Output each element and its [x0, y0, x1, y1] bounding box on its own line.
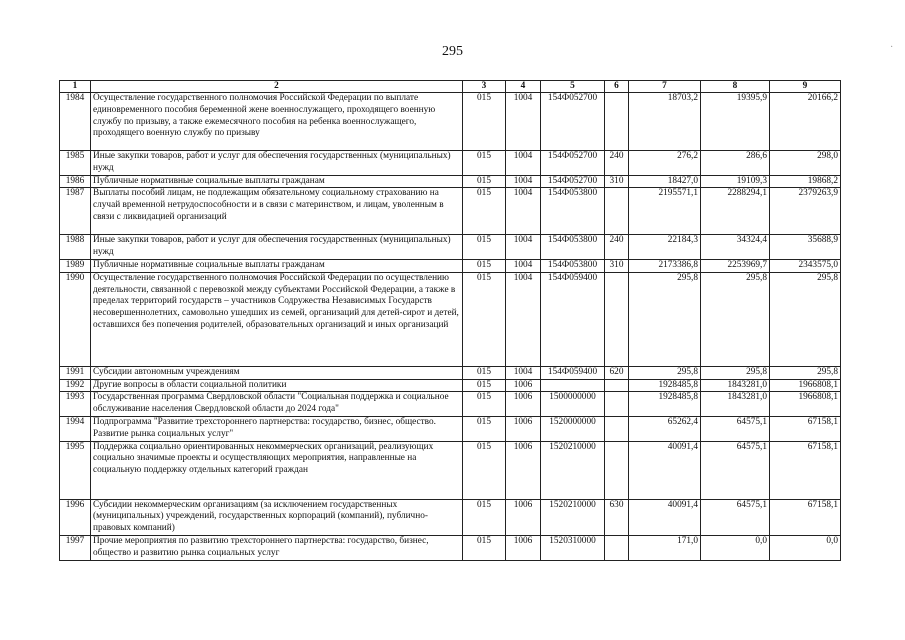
- target-article-code: [541, 379, 605, 392]
- amount-year-3: 67158,1: [770, 441, 841, 499]
- amount-year-1: 2195571,1: [629, 188, 701, 235]
- amount-year-1: 295,8: [629, 366, 701, 379]
- admin-code: 015: [463, 416, 506, 441]
- table-row: [60, 499, 841, 535]
- target-article-code: 154Ф053800: [541, 259, 605, 272]
- amount-year-2: 1843281,0: [701, 379, 770, 392]
- row-number: 1994: [60, 416, 91, 441]
- amount-year-3: 1966808,1: [770, 392, 841, 417]
- amount-year-2: 0,0: [701, 535, 770, 560]
- amount-year-2: 295,8: [701, 272, 770, 366]
- expense-type-code: [605, 272, 629, 366]
- row-number: 1986: [60, 175, 91, 188]
- row-number: 1985: [60, 151, 91, 176]
- row-description: Прочие мероприятия по развитию трехстороннего партнерства: государство, бизнес, общество и развитию рынка социальных услуг: [91, 535, 463, 560]
- target-article-code: 154Ф053800: [541, 235, 605, 260]
- row-description: Осуществление государственного полномочия Российской Федерации по выплате единовременного пособия беременной жене военнослужащего, проходящего военную службу по призыву, а также ежемесячного пособия на ребенка военнослужащего, проходящего военную службу по призыву: [91, 93, 463, 151]
- amount-year-2: 286,6: [701, 151, 770, 176]
- table-row: [60, 259, 841, 272]
- section-code: 1006: [506, 535, 541, 560]
- amount-year-3: 67158,1: [770, 416, 841, 441]
- column-header: 2: [91, 81, 463, 93]
- row-number: 1992: [60, 379, 91, 392]
- row-number: 1987: [60, 188, 91, 235]
- amount-year-1: 2173386,8: [629, 259, 701, 272]
- row-description: Публичные нормативные социальные выплаты гражданам: [91, 259, 463, 272]
- section-code: 1006: [506, 416, 541, 441]
- amount-year-2: 2288294,1: [701, 188, 770, 235]
- admin-code: 015: [463, 175, 506, 188]
- section-code: 1004: [506, 235, 541, 260]
- amount-year-2: 64575,1: [701, 499, 770, 535]
- amount-year-1: 1928485,8: [629, 392, 701, 417]
- admin-code: 015: [463, 259, 506, 272]
- amount-year-3: 0,0: [770, 535, 841, 560]
- amount-year-1: 18427,0: [629, 175, 701, 188]
- row-number: 1988: [60, 235, 91, 260]
- section-code: 1004: [506, 188, 541, 235]
- expense-type-code: 310: [605, 175, 629, 188]
- row-description: Субсидии некоммерческим организациям (за исключением государственных (муниципальных) учреждений, государственных корпораций (компаний), публично-правовых компаний): [91, 499, 463, 535]
- target-article-code: 1520210000: [541, 499, 605, 535]
- target-article-code: 1520310000: [541, 535, 605, 560]
- section-code: 1004: [506, 151, 541, 176]
- table-body: [60, 93, 841, 561]
- amount-year-3: 19868,2: [770, 175, 841, 188]
- admin-code: 015: [463, 151, 506, 176]
- amount-year-2: 295,8: [701, 366, 770, 379]
- target-article-code: 1500000000: [541, 392, 605, 417]
- table-row: [60, 366, 841, 379]
- expense-type-code: [605, 93, 629, 151]
- expense-type-code: 620: [605, 366, 629, 379]
- target-article-code: 154Ф059400: [541, 366, 605, 379]
- amount-year-1: 40091,4: [629, 441, 701, 499]
- section-code: 1006: [506, 499, 541, 535]
- budget-table: [59, 80, 841, 561]
- expense-type-code: 310: [605, 259, 629, 272]
- table-row: [60, 392, 841, 417]
- row-description: Подпрограмма "Развитие трехстороннего партнерства: государство, бизнес, общество. Развитие рынка социальных услуг": [91, 416, 463, 441]
- admin-code: 015: [463, 235, 506, 260]
- amount-year-2: 64575,1: [701, 441, 770, 499]
- section-code: 1006: [506, 379, 541, 392]
- admin-code: 015: [463, 441, 506, 499]
- table-row: [60, 151, 841, 176]
- amount-year-3: 298,0: [770, 151, 841, 176]
- row-description: Поддержка социально ориентированных некоммерческих организаций, реализующих социально значимые проекты и осуществляющих мероприятия, направленные на социальную поддержку отдельных категорий граждан: [91, 441, 463, 499]
- table-row: [60, 188, 841, 235]
- table-row: [60, 416, 841, 441]
- table-row: [60, 235, 841, 260]
- section-code: 1004: [506, 175, 541, 188]
- expense-type-code: [605, 441, 629, 499]
- header-row: [60, 81, 841, 93]
- target-article-code: 154Ф052700: [541, 151, 605, 176]
- column-header: 9: [770, 81, 841, 93]
- amount-year-1: 171,0: [629, 535, 701, 560]
- table-row: [60, 272, 841, 366]
- row-description: Выплаты пособий лицам, не подлежащим обязательному социальному страхованию на случай временной нетрудоспособности и в связи с материнством, и лицам, уволенным в связи с ликвидацией организаций: [91, 188, 463, 235]
- column-header: 8: [701, 81, 770, 93]
- column-header: 3: [463, 81, 506, 93]
- expense-type-code: [605, 535, 629, 560]
- expense-type-code: 240: [605, 235, 629, 260]
- row-description: Иные закупки товаров, работ и услуг для обеспечения государственных (муниципальных) нужд: [91, 235, 463, 260]
- amount-year-1: 65262,4: [629, 416, 701, 441]
- target-article-code: 1520210000: [541, 441, 605, 499]
- table-row: [60, 93, 841, 151]
- amount-year-1: 295,8: [629, 272, 701, 366]
- section-code: 1004: [506, 93, 541, 151]
- amount-year-3: 2343575,0: [770, 259, 841, 272]
- amount-year-2: 19395,9: [701, 93, 770, 151]
- row-description: Субсидии автономным учреждениям: [91, 366, 463, 379]
- target-article-code: 154Ф052700: [541, 175, 605, 188]
- admin-code: 015: [463, 366, 506, 379]
- row-description: Иные закупки товаров, работ и услуг для обеспечения государственных (муниципальных) нужд: [91, 151, 463, 176]
- admin-code: 015: [463, 535, 506, 560]
- amount-year-3: 295,8: [770, 272, 841, 366]
- amount-year-2: 19109,3: [701, 175, 770, 188]
- amount-year-1: 1928485,8: [629, 379, 701, 392]
- expense-type-code: 630: [605, 499, 629, 535]
- row-description: Государственная программа Свердловской области "Социальная поддержка и социальное обслуживание населения Свердловской области до 2024 года": [91, 392, 463, 417]
- amount-year-1: 40091,4: [629, 499, 701, 535]
- table-row: [60, 379, 841, 392]
- column-header: 1: [60, 81, 91, 93]
- admin-code: 015: [463, 93, 506, 151]
- row-description: Публичные нормативные социальные выплаты гражданам: [91, 175, 463, 188]
- expense-type-code: [605, 188, 629, 235]
- row-number: 1989: [60, 259, 91, 272]
- row-number: 1991: [60, 366, 91, 379]
- target-article-code: 154Ф053800: [541, 188, 605, 235]
- target-article-code: 154Ф059400: [541, 272, 605, 366]
- row-number: 1984: [60, 93, 91, 151]
- amount-year-3: 67158,1: [770, 499, 841, 535]
- amount-year-1: 18703,2: [629, 93, 701, 151]
- section-code: 1006: [506, 441, 541, 499]
- expense-type-code: 240: [605, 151, 629, 176]
- section-code: 1004: [506, 366, 541, 379]
- amount-year-3: 2379263,9: [770, 188, 841, 235]
- table-row: [60, 175, 841, 188]
- admin-code: 015: [463, 499, 506, 535]
- admin-code: 015: [463, 379, 506, 392]
- row-number: 1997: [60, 535, 91, 560]
- amount-year-2: 2253969,7: [701, 259, 770, 272]
- table-row: [60, 535, 841, 560]
- admin-code: 015: [463, 392, 506, 417]
- section-code: 1004: [506, 272, 541, 366]
- amount-year-3: 295,8: [770, 366, 841, 379]
- amount-year-1: 22184,3: [629, 235, 701, 260]
- column-header: 7: [629, 81, 701, 93]
- section-code: 1006: [506, 392, 541, 417]
- column-header: 6: [605, 81, 629, 93]
- admin-code: 015: [463, 272, 506, 366]
- column-header: 4: [506, 81, 541, 93]
- row-number: 1993: [60, 392, 91, 417]
- target-article-code: 1520000000: [541, 416, 605, 441]
- section-code: 1004: [506, 259, 541, 272]
- target-article-code: 154Ф052700: [541, 93, 605, 151]
- admin-code: 015: [463, 188, 506, 235]
- expense-type-code: [605, 392, 629, 417]
- amount-year-2: 1843281,0: [701, 392, 770, 417]
- expense-type-code: [605, 379, 629, 392]
- amount-year-1: 276,2: [629, 151, 701, 176]
- corner-mark: ·: [890, 42, 894, 53]
- amount-year-2: 64575,1: [701, 416, 770, 441]
- amount-year-3: 1966808,1: [770, 379, 841, 392]
- amount-year-3: 20166,2: [770, 93, 841, 151]
- row-description: Другие вопросы в области социальной политики: [91, 379, 463, 392]
- column-header: 5: [541, 81, 605, 93]
- row-number: 1995: [60, 441, 91, 499]
- row-description: Осуществление государственного полномочия Российской Федерации по осуществлению деятельности, связанной с перевозкой между субъектами Российской Федерации, а также в пределах территорий государств – участников Содружества Независимых Государств несовершеннолетних, самовольно ушедших из семей, организаций для детей-сирот и детей, оставшихся без попечения родителей, образовательных организаций и иных организаций: [91, 272, 463, 366]
- expense-type-code: [605, 416, 629, 441]
- table-row: [60, 441, 841, 499]
- page-number: 295: [442, 44, 463, 59]
- amount-year-2: 34324,4: [701, 235, 770, 260]
- amount-year-3: 35688,9: [770, 235, 841, 260]
- row-number: 1996: [60, 499, 91, 535]
- row-number: 1990: [60, 272, 91, 366]
